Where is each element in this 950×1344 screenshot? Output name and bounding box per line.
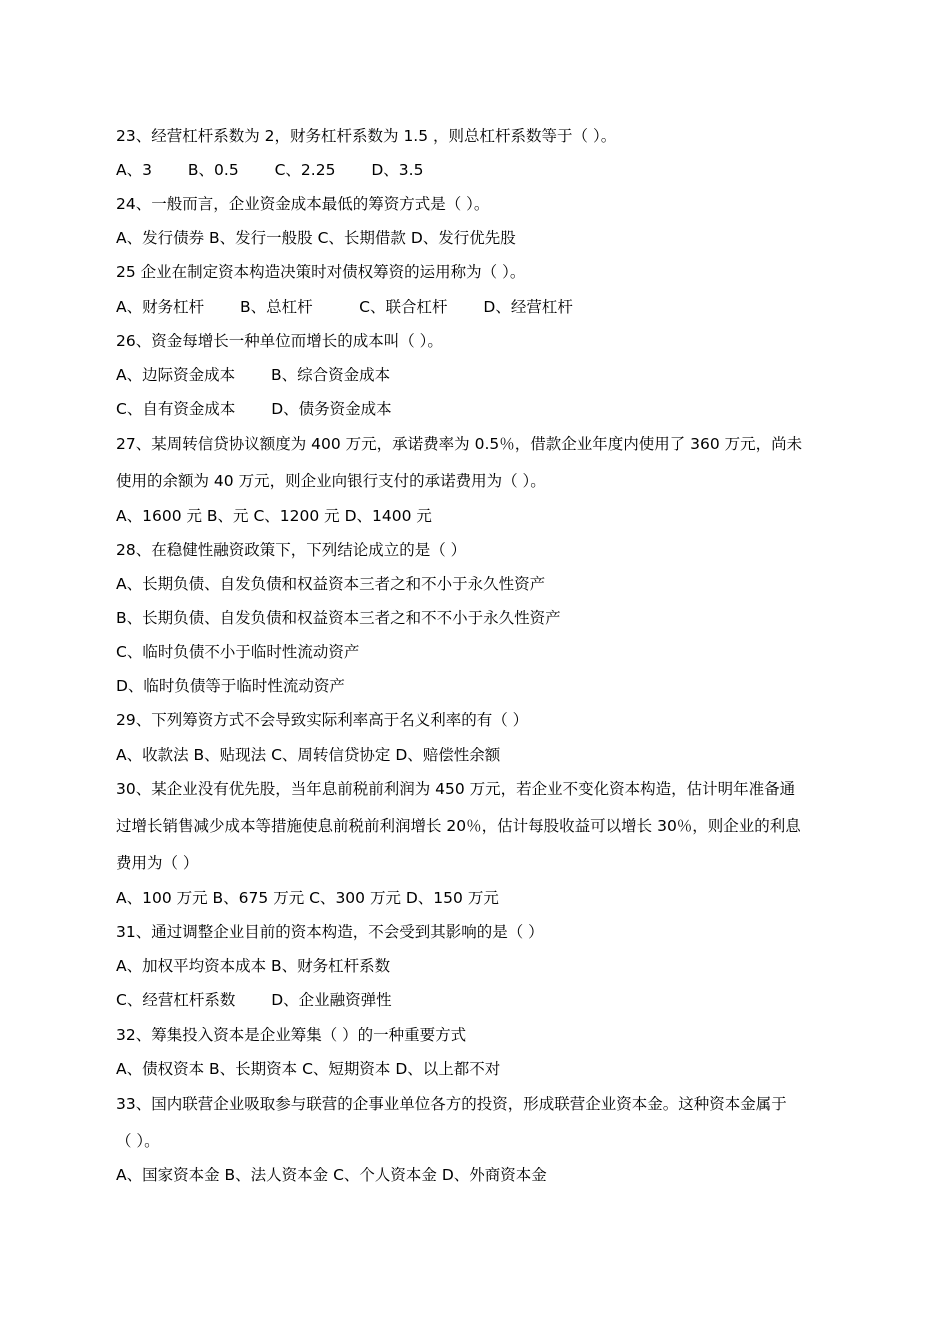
question-31-options-cd: C、经营杠杆系数 D、企业融资弹性 [116,991,392,1009]
question-33-options: A、国家资本金 B、法人资本金 C、个人资本金 D、外商资本金 [116,1166,547,1184]
question-31-options-ab: A、加权平均资本成本 B、财务杠杆系数 [116,957,391,975]
question-28-option-c: C、临时负债不小于临时性流动资产 [116,643,360,661]
question-27-line-1: 27、某周转信贷协议额度为 400 万元，承诺费率为 0.5％，借款企业年度内使用了 360 万元，尚未 [116,435,803,453]
question-28-option-d: D、临时负债等于临时性流动资产 [116,677,345,695]
question-28-option-a: A、长期负债、自发负债和权益资本三者之和不小于永久性资产 [116,575,546,593]
question-26-options-ab: A、边际资金成本 B、综合资金成本 [116,366,391,384]
question-23-options: A、3 B、0.5 C、2.25 D、3.5 [116,161,424,179]
question-33-line-1: 33、国内联营企业吸取参与联营的企事业单位各方的投资，形成联营企业资本金。这种资本金属于 [116,1095,787,1113]
question-24-options: A、发行债券 B、发行一般股 C、长期借款 D、发行优先股 [116,229,516,247]
question-32: 32、筹集投入资本是企业筹集（ ）的一种重要方式 [116,1026,467,1044]
question-26: 26、资金每增长一种单位而增长的成本叫（ ）。 [116,332,443,350]
question-28-option-b: B、长期负债、自发负债和权益资本三者之和不不小于永久性资产 [116,609,561,627]
question-25-options: A、财务杠杆 B、总杠杆 C、联合杠杆 D、经营杠杆 [116,298,573,316]
question-32-options: A、债权资本 B、长期资本 C、短期资本 D、以上都不对 [116,1060,501,1078]
question-29-options: A、收款法 B、贴现法 C、周转信贷协定 D、赔偿性余额 [116,746,501,764]
question-30-line-2: 过增长销售减少成本等措施使息前税前利润增长 20％，估计每股收益可以增长 30％，则企业的利息 [116,817,801,835]
question-23: 23、经营杠杆系数为 2，财务杠杆系数为 1.5 ，则总杠杆系数等于（ ）。 [116,127,617,145]
question-28: 28、在稳健性融资政策下，下列结论成立的是（ ） [116,541,467,559]
question-30-line-3: 费用为（ ） [116,854,199,872]
question-26-options-cd: C、自有资金成本 D、债务资金成本 [116,400,392,418]
question-30-line-1: 30、某企业没有优先股，当年息前税前利润为 450 万元，若企业不变化资本构造，估计明年准备通 [116,780,796,798]
question-29: 29、下列筹资方式不会导致实际利率高于名义利率的有（ ） [116,711,529,729]
question-30-options: A、100 万元 B、675 万元 C、300 万元 D、150 万元 [116,889,499,907]
question-27-options: A、1600 元 B、元 C、1200 元 D、1400 元 [116,507,432,525]
question-27-line-2: 使用的余额为 40 万元，则企业向银行支付的承诺费用为（ ）。 [116,472,546,490]
question-31: 31、通过调整企业目前的资本构造，不会受到其影响的是（ ） [116,923,544,941]
question-25: 25 企业在制定资本构造决策时对债权筹资的运用称为（ ）。 [116,263,526,281]
question-24: 24、一般而言，企业资金成本最低的筹资方式是（ ）。 [116,195,490,213]
question-33-line-2: （ ）。 [116,1132,160,1150]
